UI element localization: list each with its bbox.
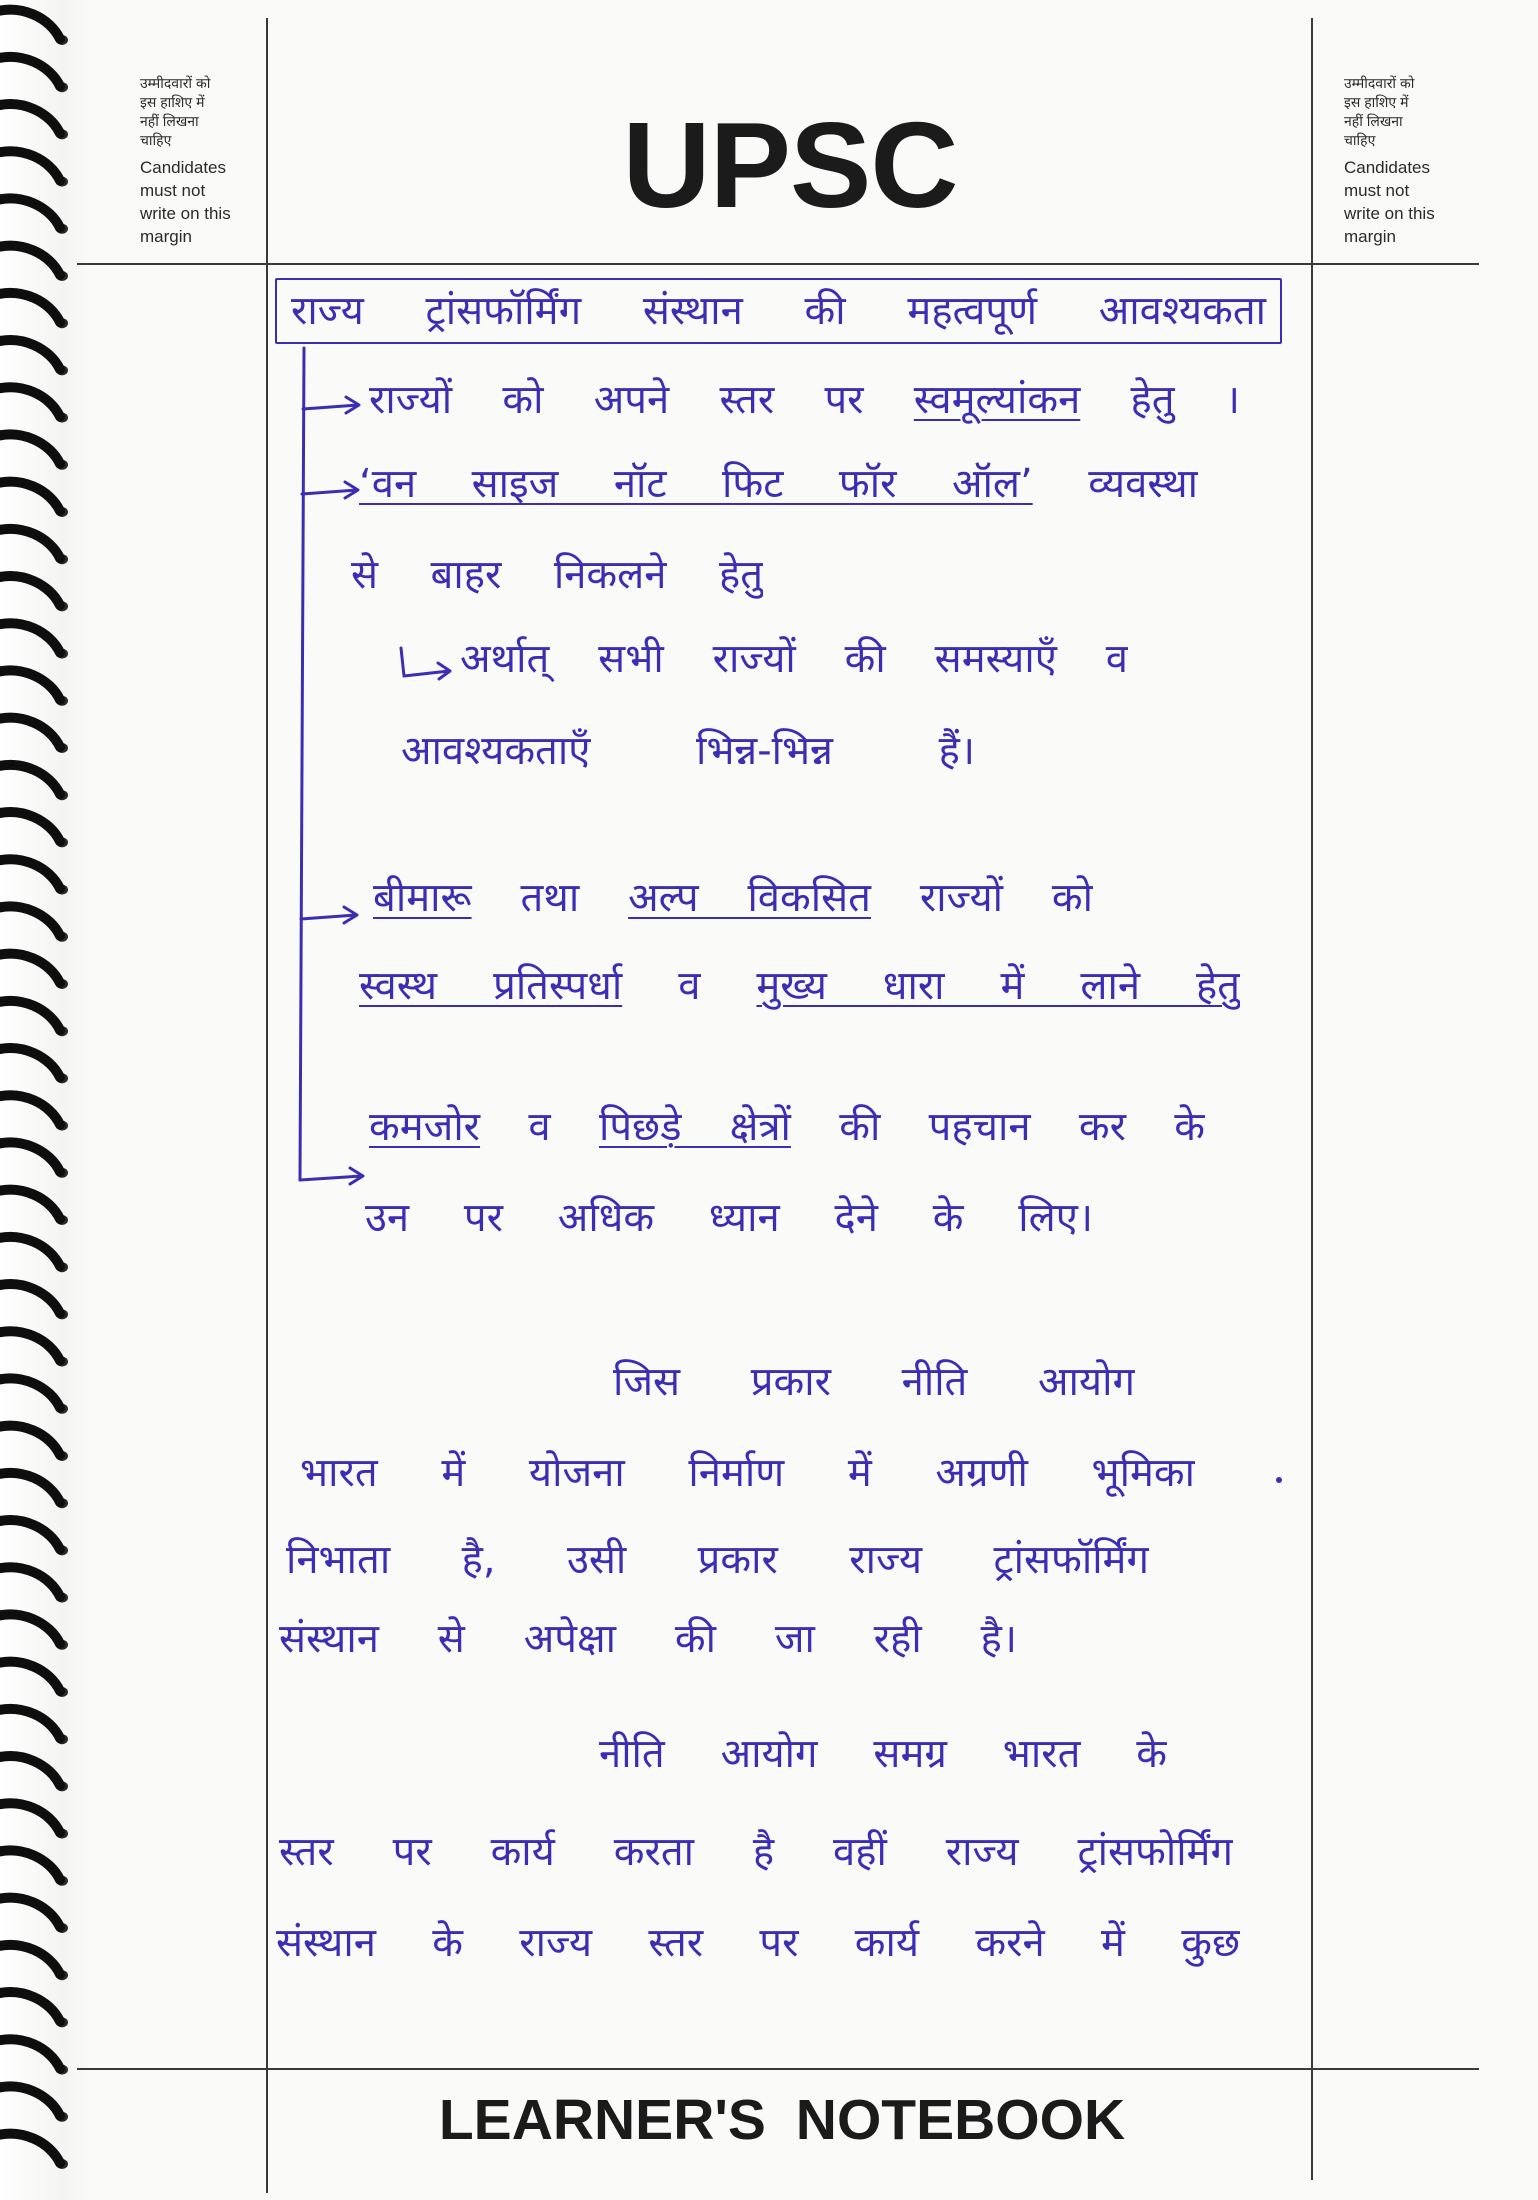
spiral-ring (0, 1379, 60, 1408)
spiral-ring (0, 1331, 60, 1360)
note-line (460, 630, 1128, 688)
spiral-ring (0, 1992, 60, 2021)
note-line (369, 1098, 1205, 1156)
spiral-ring (0, 718, 60, 747)
note-text: उन पर अधिक ध्यान देने के लिए। (365, 1195, 1093, 1241)
note-text: संस्थान से अपेक्षा की जा रही है। (279, 1616, 1017, 1662)
spiral-ring (0, 907, 60, 936)
spiral-ring (0, 812, 60, 841)
spiral-ring (0, 1426, 60, 1455)
spiral-ring (0, 1001, 60, 1030)
spiral-ring (0, 1898, 60, 1927)
spiral-ring (0, 199, 60, 228)
left-margin-rule (266, 18, 268, 2193)
bracket-line (300, 348, 304, 1180)
note-text: व (678, 963, 701, 1009)
spiral-ring (0, 529, 60, 558)
note-text: संस्थान के राज्य स्तर पर कार्य करने में कुछ (276, 1920, 1240, 1966)
margin-note-english-line: must not (140, 181, 206, 200)
spiral-ring (0, 340, 60, 369)
underlined-term: कमजोर (369, 1104, 481, 1150)
note-line (300, 1444, 1195, 1502)
note-line (359, 455, 1198, 513)
spiral-ring (0, 1756, 60, 1785)
spiral-ring (0, 1237, 60, 1266)
spiral-ring (0, 57, 60, 86)
underlined-term: पिछड़े क्षेत्रों (598, 1104, 791, 1150)
margin-note-hindi-line: उम्मीदवारों को (1344, 75, 1415, 91)
note-text: भारत में योजना निर्माण में अग्रणी भूमिका (300, 1450, 1195, 1496)
note-heading: राज्य ट्रांसफॉर्मिंग संस्थान की महत्वपूर्ण आवश्यकता (275, 278, 1282, 344)
margin-note-english-line: Candidates (140, 158, 227, 177)
spiral-binding (0, 0, 90, 2200)
spiral-ring (0, 1284, 60, 1313)
page-title: UPSC (622, 97, 958, 233)
note-line (365, 1189, 1093, 1247)
note-text: आवश्यकताएँ भिन्न-भिन्न हैं। (401, 728, 975, 774)
note-text: से बाहर निकलने हेतु (351, 552, 763, 598)
arrow-icon (303, 397, 359, 413)
margin-note-hindi-line: इस हाशिए में (140, 94, 205, 110)
margin-note-hindi-line: चाहिए (140, 132, 172, 148)
spiral-ring (0, 1520, 60, 1549)
spiral-ring (0, 1851, 60, 1880)
underlined-term: ‘वन साइज नॉट फिट फॉर ऑल’ (359, 461, 1033, 507)
arrow-icon (300, 1168, 363, 1184)
footer-rule (77, 2068, 1479, 2070)
spiral-ring (0, 1945, 60, 1974)
note-text: राज्यों को अपने स्तर पर (369, 377, 864, 423)
underlined-term: बीमारू (373, 875, 472, 921)
spiral-ring (0, 246, 60, 275)
spiral-ring (0, 1567, 60, 1596)
note-line (276, 1914, 1240, 1972)
underlined-term: स्वस्थ प्रतिस्पर्धा (359, 963, 623, 1009)
spiral-ring (0, 2039, 60, 2068)
spiral-ring (0, 765, 60, 794)
spiral-ring (0, 104, 60, 133)
spiral-ring (0, 859, 60, 888)
margin-note-hindi-line: चाहिए (1344, 132, 1376, 148)
spiral-ring (0, 671, 60, 700)
arrow-icon (301, 907, 357, 923)
sub-arrow-icon (401, 648, 450, 679)
spiral-ring (0, 151, 60, 180)
spiral-ring (0, 623, 60, 652)
note-line (279, 1823, 1233, 1881)
spiral-ring (0, 1048, 60, 1077)
note-text: अर्थात् सभी राज्यों की समस्याएँ व (460, 636, 1128, 682)
spiral-ring (0, 954, 60, 983)
note-line (279, 1610, 1017, 1668)
left-margin-note (140, 74, 258, 248)
note-text: व्यवस्था (1088, 461, 1198, 507)
margin-note-hindi-line: उम्मीदवारों को (140, 75, 211, 91)
spiral-ring (0, 1190, 60, 1219)
ink-dot (1276, 1477, 1282, 1483)
right-margin-rule (1311, 18, 1313, 2180)
spiral-ring (0, 1143, 60, 1172)
spiral-ring (0, 387, 60, 416)
note-text: निभाता है, उसी प्रकार राज्य ट्रांसफॉर्मिंग (286, 1537, 1149, 1583)
note-line (373, 869, 1093, 927)
spiral-ring (0, 1709, 60, 1738)
spiral-ring (0, 1615, 60, 1644)
spiral-ring (0, 1662, 60, 1691)
spiral-ring (0, 10, 60, 39)
margin-note-english-line: Candidates (1344, 158, 1431, 177)
note-line (351, 546, 763, 604)
note-text: राज्यों को (919, 875, 1093, 921)
header-rule (77, 263, 1479, 265)
margin-note-hindi-line: नहीं लिखना (140, 113, 199, 129)
margin-note-hindi-line: इस हाशिए में (1344, 94, 1409, 110)
note-line (401, 722, 975, 780)
right-margin-note (1344, 74, 1462, 248)
note-text: हेतु । (1130, 377, 1240, 423)
spiral-ring (0, 482, 60, 511)
spiral-ring (0, 1803, 60, 1832)
spiral-ring (0, 435, 60, 464)
note-line (613, 1353, 1135, 1411)
spiral-ring (0, 1095, 60, 1124)
note-line (599, 1725, 1167, 1783)
spiral-ring (0, 1473, 60, 1502)
note-line (286, 1531, 1149, 1589)
underlined-term: मुख्य धारा में लाने हेतु (756, 963, 1240, 1009)
margin-note-english-line: must not (1344, 181, 1410, 200)
arrow-icon (302, 482, 358, 498)
spiral-ring (0, 293, 60, 322)
note-line (359, 957, 1240, 1015)
margin-note-english-line: margin (1344, 227, 1396, 246)
note-text: स्तर पर कार्य करता है वहीं राज्य ट्रांसफोर्मिंग (279, 1829, 1233, 1875)
note-text: जिस प्रकार नीति आयोग (613, 1359, 1135, 1405)
note-text: की पहचान कर के (839, 1104, 1205, 1150)
margin-note-hindi-line: नहीं लिखना (1344, 113, 1403, 129)
underlined-term: अल्प विकसित (628, 875, 871, 921)
spiral-ring (0, 576, 60, 605)
spiral-ring (0, 2134, 60, 2163)
note-text: नीति आयोग समग्र भारत के (599, 1731, 1167, 1777)
footer-title: LEARNER'S NOTEBOOK (438, 2088, 1126, 2152)
note-text: व (528, 1104, 551, 1150)
note-text: तथा (520, 875, 580, 921)
note-line (369, 371, 1240, 429)
underlined-term: स्वमूल्यांकन (913, 377, 1081, 423)
margin-note-english-line: write on this (1344, 204, 1435, 223)
margin-note-english-line: margin (140, 227, 192, 246)
spiral-ring (0, 2087, 60, 2116)
margin-note-english-line: write on this (140, 204, 231, 223)
